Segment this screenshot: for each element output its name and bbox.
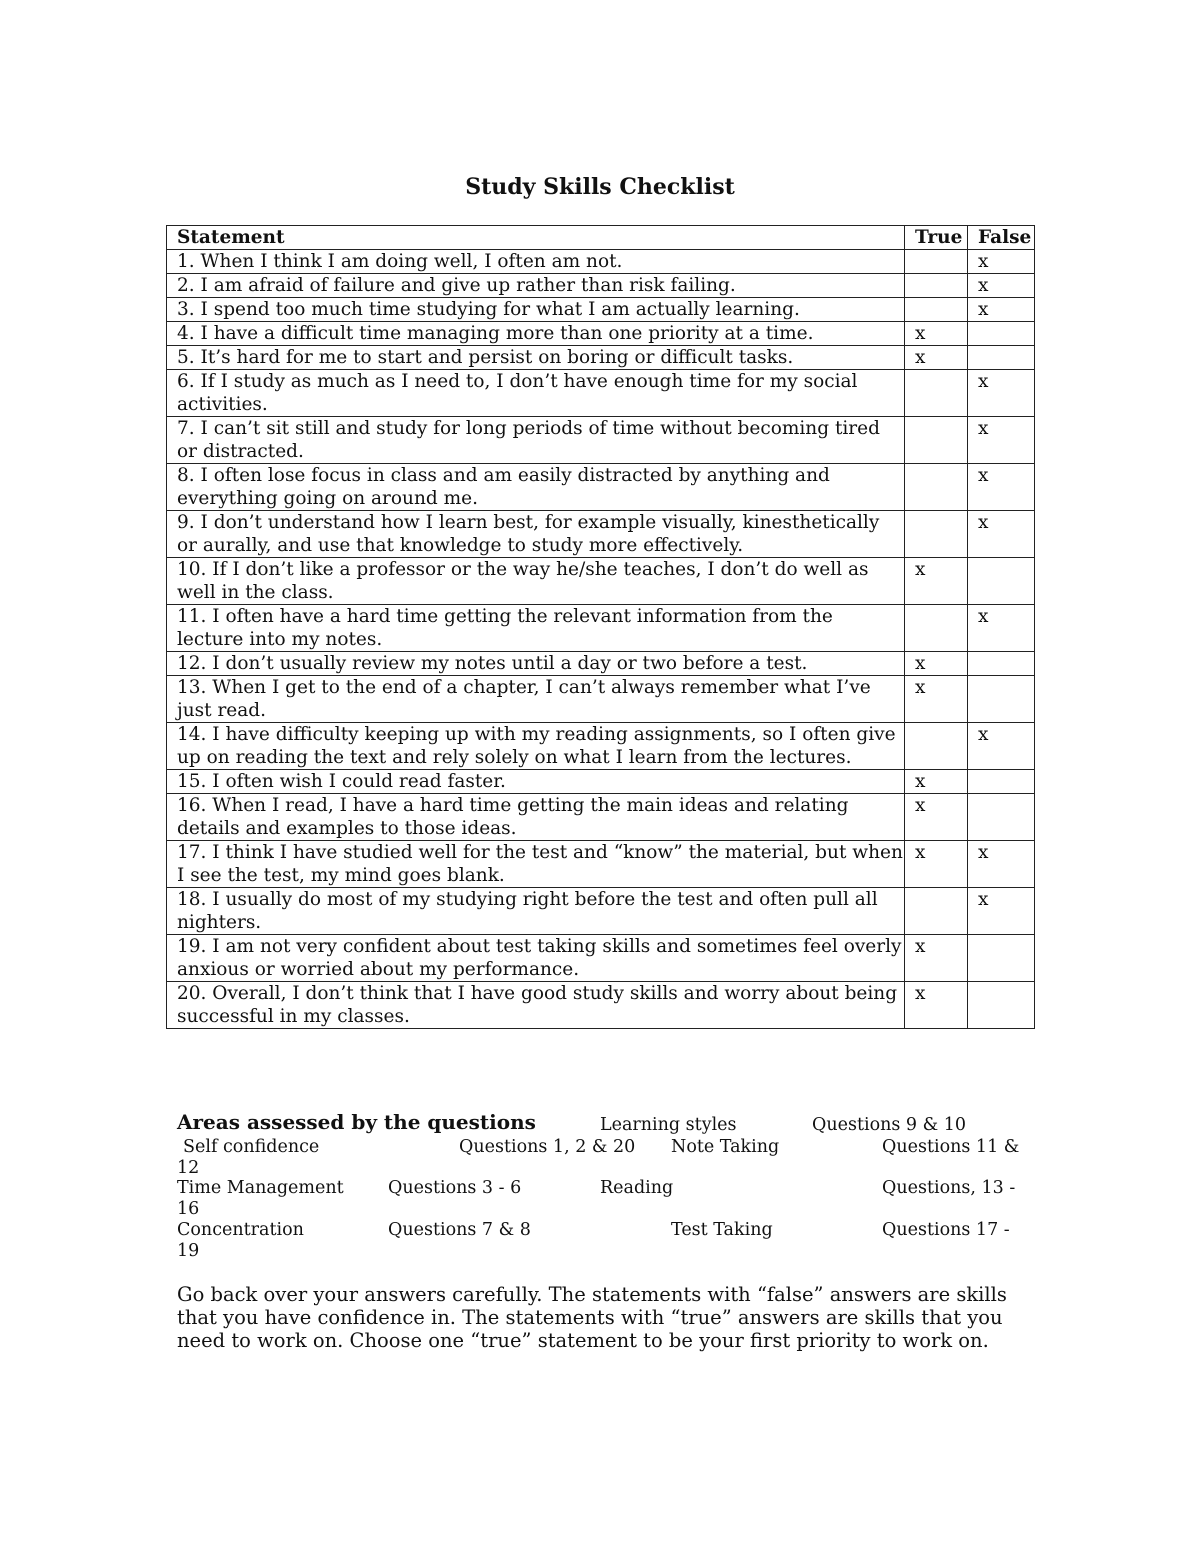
- statement-cell: 19. I am not very confident about test taking skills and sometimes feel overly anxious or worried about my performance.: [167, 935, 905, 982]
- false-mark-cell: x: [968, 841, 1035, 888]
- table-row: [167, 794, 1035, 841]
- true-mark-cell: [905, 723, 968, 770]
- statement-cell: 3. I spend too much time studying for what I am actually learning.: [167, 298, 905, 322]
- area-questions-test-taking-wrap: 19: [177, 1241, 200, 1261]
- area-label-self-confidence: Self confidence: [183, 1137, 320, 1157]
- statement-cell: 4. I have a difficult time managing more than one priority at a time.: [167, 322, 905, 346]
- false-mark-cell: x: [968, 605, 1035, 652]
- statement-cell: 12. I don’t usually review my notes until a day or two before a test.: [167, 652, 905, 676]
- true-mark-cell: [905, 417, 968, 464]
- header-statement: Statement: [167, 226, 905, 250]
- true-mark-cell: x: [905, 346, 968, 370]
- area-questions-concentration: Questions 7 & 8: [388, 1220, 531, 1240]
- true-mark-cell: x: [905, 935, 968, 982]
- table-row: [167, 250, 1035, 274]
- false-mark-cell: x: [968, 298, 1035, 322]
- page-title: Study Skills Checklist: [465, 174, 735, 200]
- area-label-time-management: Time Management: [177, 1178, 344, 1198]
- statement-cell: 11. I often have a hard time getting the relevant information from the lecture into my notes.: [167, 605, 905, 652]
- false-mark-cell: x: [968, 250, 1035, 274]
- true-mark-cell: x: [905, 322, 968, 346]
- false-mark-cell: [968, 982, 1035, 1029]
- area-label-concentration: Concentration: [177, 1220, 304, 1240]
- statement-cell: 2. I am afraid of failure and give up rather than risk failing.: [167, 274, 905, 298]
- true-mark-cell: [905, 298, 968, 322]
- table-row: [167, 888, 1035, 935]
- area-questions-note-taking: Questions 11 &: [882, 1137, 1020, 1157]
- statement-cell: 13. When I get to the end of a chapter, I can’t always remember what I’ve just read.: [167, 676, 905, 723]
- area-questions-learning-styles: Questions 9 & 10: [812, 1115, 967, 1135]
- table-row: [167, 417, 1035, 464]
- statement-cell: 9. I don’t understand how I learn best, for example visually, kinesthetically or aurally, and use that knowledge to study more effectively.: [167, 511, 905, 558]
- false-mark-cell: x: [968, 370, 1035, 417]
- false-mark-cell: [968, 794, 1035, 841]
- true-mark-cell: [905, 605, 968, 652]
- false-mark-cell: x: [968, 417, 1035, 464]
- table-row: [167, 370, 1035, 417]
- statement-cell: 7. I can’t sit still and study for long periods of time without becoming tired or distracted.: [167, 417, 905, 464]
- table-row: [167, 676, 1035, 723]
- false-mark-cell: [968, 322, 1035, 346]
- false-mark-cell: x: [968, 464, 1035, 511]
- area-questions-reading: Questions, 13 -: [882, 1178, 1016, 1198]
- true-mark-cell: x: [905, 558, 968, 605]
- false-mark-cell: [968, 652, 1035, 676]
- statement-cell: 14. I have difficulty keeping up with my reading assignments, so I often give up on reading the text and rely solely on what I learn from the lectures.: [167, 723, 905, 770]
- table-row: [167, 464, 1035, 511]
- table-row: [167, 935, 1035, 982]
- areas-section: [0, 1112, 1200, 1272]
- area-label-note-taking: Note Taking: [671, 1137, 780, 1157]
- table-row: [167, 723, 1035, 770]
- table-header-row: [167, 226, 1035, 250]
- false-mark-cell: x: [968, 723, 1035, 770]
- instructions-paragraph: Go back over your answers carefully. The statements with “false” answers are skills that you have confidence in. The statements with “true” answers are skills that you need to work on. Choose one “true” statement to be your first priority to work on.: [177, 1283, 1007, 1352]
- statement-cell: 20. Overall, I don’t think that I have good study skills and worry about being successful in my classes.: [167, 982, 905, 1029]
- false-mark-cell: x: [968, 274, 1035, 298]
- header-false: False: [968, 226, 1035, 250]
- statement-cell: 16. When I read, I have a hard time getting the main ideas and relating details and examples to those ideas.: [167, 794, 905, 841]
- true-mark-cell: x: [905, 676, 968, 723]
- area-label-reading: Reading: [600, 1178, 674, 1198]
- statement-cell: 6. If I study as much as I need to, I don’t have enough time for my social activities.: [167, 370, 905, 417]
- true-mark-cell: x: [905, 794, 968, 841]
- area-label-learning-styles: Learning styles: [600, 1115, 737, 1135]
- checklist-body: [167, 250, 1035, 1029]
- false-mark-cell: [968, 676, 1035, 723]
- table-row: [167, 982, 1035, 1029]
- false-mark-cell: x: [968, 888, 1035, 935]
- statement-cell: 1. When I think I am doing well, I often am not.: [167, 250, 905, 274]
- table-row: [167, 558, 1035, 605]
- table-row: [167, 322, 1035, 346]
- area-questions-self-confidence: Questions 1, 2 & 20: [459, 1137, 636, 1157]
- table-row: [167, 841, 1035, 888]
- statement-cell: 18. I usually do most of my studying right before the test and often pull all nighters.: [167, 888, 905, 935]
- true-mark-cell: [905, 511, 968, 558]
- checklist-table: [166, 225, 1035, 1029]
- header-true: True: [905, 226, 968, 250]
- true-mark-cell: x: [905, 841, 968, 888]
- table-row: [167, 511, 1035, 558]
- true-mark-cell: [905, 274, 968, 298]
- true-mark-cell: [905, 888, 968, 935]
- area-questions-note-taking-wrap: 12: [177, 1158, 200, 1178]
- true-mark-cell: x: [905, 770, 968, 794]
- table-row: [167, 346, 1035, 370]
- table-row: [167, 298, 1035, 322]
- true-mark-cell: x: [905, 652, 968, 676]
- area-questions-test-taking: Questions 17 -: [882, 1220, 1010, 1240]
- true-mark-cell: x: [905, 982, 968, 1029]
- true-mark-cell: [905, 464, 968, 511]
- false-mark-cell: [968, 346, 1035, 370]
- true-mark-cell: [905, 250, 968, 274]
- area-label-test-taking: Test Taking: [671, 1220, 773, 1240]
- statement-cell: 10. If I don’t like a professor or the way he/she teaches, I don’t do well as well in the class.: [167, 558, 905, 605]
- table-row: [167, 274, 1035, 298]
- false-mark-cell: [968, 770, 1035, 794]
- false-mark-cell: [968, 558, 1035, 605]
- statement-cell: 8. I often lose focus in class and am easily distracted by anything and everything going on around me.: [167, 464, 905, 511]
- statement-cell: 15. I often wish I could read faster.: [167, 770, 905, 794]
- table-row: [167, 605, 1035, 652]
- areas-heading: Areas assessed by the questions: [177, 1110, 536, 1134]
- false-mark-cell: [968, 935, 1035, 982]
- statement-cell: 5. It’s hard for me to start and persist on boring or difficult tasks.: [167, 346, 905, 370]
- true-mark-cell: [905, 370, 968, 417]
- table-row: [167, 770, 1035, 794]
- area-questions-time-management: Questions 3 - 6: [388, 1178, 522, 1198]
- statement-cell: 17. I think I have studied well for the test and “know” the material, but when I see the test, my mind goes blank.: [167, 841, 905, 888]
- table-row: [167, 652, 1035, 676]
- area-questions-reading-wrap: 16: [177, 1199, 200, 1219]
- false-mark-cell: x: [968, 511, 1035, 558]
